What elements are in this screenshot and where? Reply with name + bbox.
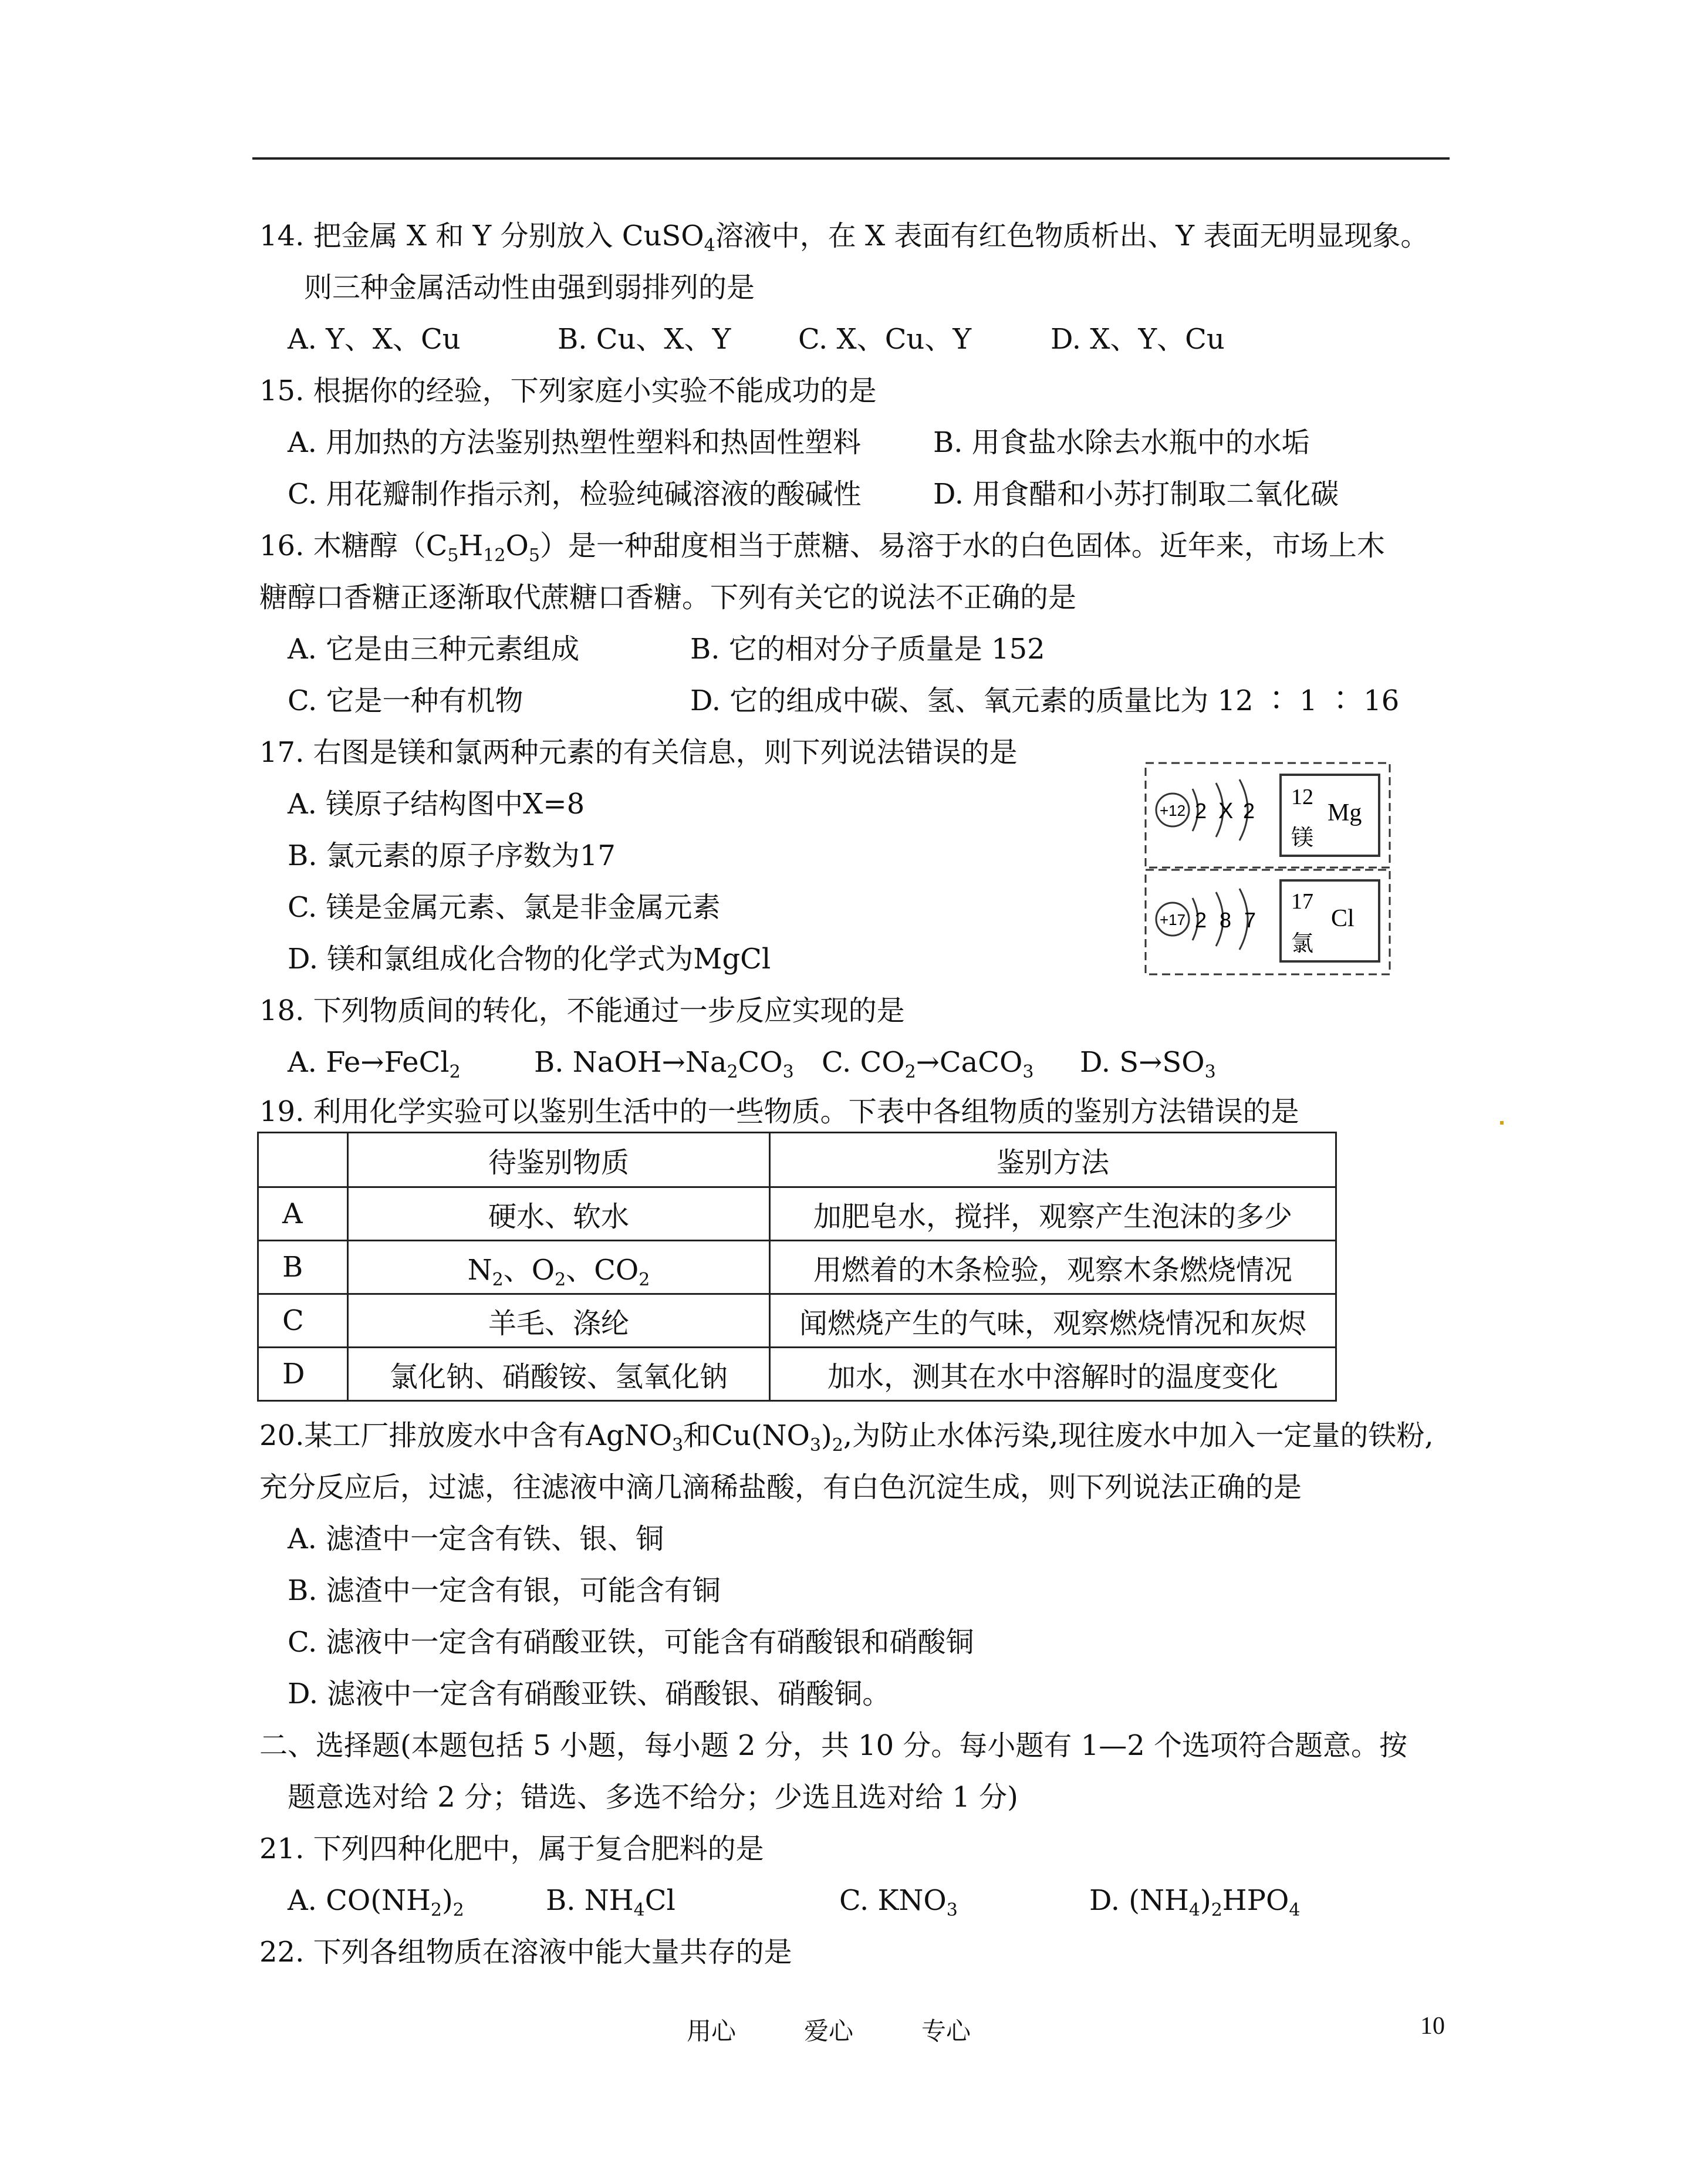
q20-option-d: D. 滤液中一定含有硝酸亚铁、硝酸银、硝酸铜。 — [288, 1677, 891, 1710]
footer-text-3: 专心 — [921, 2017, 971, 2045]
mg-name: 镁 — [1291, 825, 1314, 850]
q16-option-a: A. 它是由三种元素组成 — [288, 633, 580, 666]
q21-stem: 21. 下列四种化肥中，属于复合肥料的是 — [259, 1832, 764, 1865]
q15-option-a: A. 用加热的方法鉴别热塑性塑料和热固性塑料 — [288, 426, 862, 459]
row-method: 加肥皂水，搅拌，观察产生泡沫的多少 — [770, 1187, 1336, 1241]
q16-option-d: D. 它的组成中碳、氢、氧元素的质量比为 12 ∶ 1 ∶ 16 — [690, 684, 1400, 717]
q17-stem: 17. 右图是镁和氯两种元素的有关信息，则下列说法错误的是 — [259, 736, 1018, 769]
q14-option-b: B. Cu、X、Y — [558, 323, 731, 356]
mg-symbol: Mg — [1328, 799, 1362, 826]
row-substance: $N_2$、$O_2$、$CO_2$ — [348, 1241, 770, 1294]
q16-option-b: B. 它的相对分子质量是 152 — [690, 633, 1045, 666]
cl-nucleus-label: +17 — [1159, 911, 1186, 929]
q19-stem: 19. 利用化学实验可以鉴别生活中的一些物质。下表中各组物质的鉴别方法错误的是 — [259, 1095, 1299, 1128]
section2-heading-line2: 题意选对给 2 分；错选、多选不给分；少选且选对给 1 分) — [288, 1781, 1018, 1814]
table-row — [258, 1294, 1336, 1348]
mg-nucleus-label: +12 — [1159, 802, 1186, 819]
row-substance: 氯化钠、硝酸铵、氢氧化钠 — [348, 1348, 770, 1401]
row-substance: 羊毛、涤纶 — [348, 1294, 770, 1348]
footer-text-2: 爱心 — [804, 2017, 854, 2045]
q18-option-b: B. $NaOH\to Na_2CO_3$ — [534, 1046, 794, 1082]
q18-option-c: C. $CO_2\to CaCO_3$ — [822, 1046, 1034, 1082]
table-header-cell: 鉴别方法 — [770, 1133, 1336, 1187]
q21-option-c: C. $KNO_3$ — [839, 1884, 958, 1920]
table-row — [258, 1187, 1336, 1241]
q20-stem-line1: 20.某工厂排放废水中含有AgNO$_3$和$Cu(NO_3)_2$,为防止水体污染,现往废水中加入一定量的铁粉, — [259, 1419, 1434, 1456]
q17-option-b: B. 氯元素的原子序数为17 — [288, 839, 616, 872]
q17-option-c: C. 镁是金属元素、氯是非金属元素 — [288, 891, 721, 924]
cl-name: 氯 — [1291, 930, 1314, 956]
q17-option-a: A. 镁原子结构图中X=8 — [288, 788, 585, 821]
cl-shell-1-count: 2 — [1195, 908, 1207, 932]
table-header-cell — [258, 1133, 348, 1187]
q20-stem-line2: 充分反应后，过滤，往滤液中滴几滴稀盐酸，有白色沉淀生成，则下列说法正确的是 — [259, 1471, 1302, 1504]
cl-atomic-number: 17 — [1291, 889, 1313, 914]
header-rule — [252, 157, 1450, 160]
q22-stem: 22. 下列各组物质在溶液中能大量共存的是 — [259, 1936, 792, 1969]
q18-option-a: A. Fe→FeCl$_2$ — [288, 1046, 461, 1082]
page-number: 10 — [1420, 2013, 1445, 2040]
q14-option-a: A. Y、X、Cu — [288, 323, 461, 356]
q15-option-b: B. 用食盐水除去水瓶中的水垢 — [933, 426, 1310, 459]
q14-stem-line1: 14. 把金属 X 和 Y 分别放入 CuSO$_4$溶液中，在 X 表面有红色物质析出、Y 表面无明显现象。 — [259, 220, 1429, 256]
row-label: C — [258, 1294, 348, 1348]
q20-option-c: C. 滤液中一定含有硝酸亚铁，可能含有硝酸银和硝酸铜 — [288, 1626, 974, 1659]
table-row — [258, 1241, 1336, 1294]
q19-table — [257, 1132, 1337, 1402]
element-info-diagram — [1144, 762, 1391, 977]
cl-shell-2-count: 8 — [1220, 908, 1232, 932]
stray-dot — [1500, 1121, 1504, 1125]
q16-option-c: C. 它是一种有机物 — [288, 684, 523, 717]
table-row — [258, 1348, 1336, 1401]
table-header-row — [258, 1133, 1336, 1187]
q18-stem: 18. 下列物质间的转化，不能通过一步反应实现的是 — [259, 994, 905, 1027]
row-method: 用燃着的木条检验，观察木条燃烧情况 — [770, 1241, 1336, 1294]
mg-shell-1-count: 2 — [1195, 799, 1207, 823]
mg-atomic-number: 12 — [1291, 785, 1313, 809]
q16-stem-line1: 16. 木糖醇$(C_5H_{12}O_5)$是一种甜度相当于蔗糖、易溶于水的白色固体。近年来，市场上木 — [259, 529, 1385, 566]
mg-shell-2-count: X — [1218, 799, 1234, 823]
row-substance: 硬水、软水 — [348, 1187, 770, 1241]
q21-option-a: A. $CO(NH_2)_2$ — [288, 1884, 464, 1920]
row-label: D — [258, 1348, 348, 1401]
q20-option-a: A. 滤渣中一定含有铁、银、铜 — [288, 1523, 664, 1555]
q15-option-d: D. 用食醋和小苏打制取二氧化碳 — [933, 478, 1339, 511]
row-label: B — [258, 1241, 348, 1294]
row-method: 加水，测其在水中溶解时的温度变化 — [770, 1348, 1336, 1401]
mg-shell-3-count: 2 — [1243, 799, 1255, 823]
q14-stem-line2: 则三种金属活动性由强到弱排列的是 — [304, 271, 755, 304]
q15-option-c: C. 用花瓣制作指示剂，检验纯碱溶液的酸碱性 — [288, 478, 862, 511]
row-method: 闻燃烧产生的气味，观察燃烧情况和灰烬 — [770, 1294, 1336, 1348]
cl-symbol: Cl — [1331, 905, 1355, 932]
q15-stem: 15. 根据你的经验，下列家庭小实验不能成功的是 — [259, 374, 877, 407]
section2-heading-line1: 二、选择题(本题包括 5 小题，每小题 2 分，共 10 分。每小题有 1—2 个选项符合题意。按 — [259, 1729, 1408, 1762]
q16-stem-line2: 糖醇口香糖正逐渐取代蔗糖口香糖。下列有关它的说法不正确的是 — [259, 581, 1077, 614]
table-header-cell: 待鉴别物质 — [348, 1133, 770, 1187]
q18-option-d: D. $S\to SO_3$ — [1080, 1046, 1216, 1082]
row-label: A — [258, 1187, 348, 1241]
q14-option-c: C. X、Cu、Y — [798, 323, 972, 356]
cl-shell-3-count: 7 — [1244, 908, 1256, 932]
q17-option-d: D. 镁和氯组成化合物的化学式为MgCl — [288, 943, 771, 975]
q21-option-b: B. $NH_4Cl$ — [546, 1884, 675, 1920]
q21-option-d: D. $(NH_4)_2HPO_4$ — [1089, 1884, 1301, 1920]
footer-text-1: 用心 — [687, 2017, 737, 2045]
q14-option-d: D. X、Y、Cu — [1051, 323, 1225, 356]
q20-option-b: B. 滤渣中一定含有银，可能含有铜 — [288, 1574, 721, 1607]
